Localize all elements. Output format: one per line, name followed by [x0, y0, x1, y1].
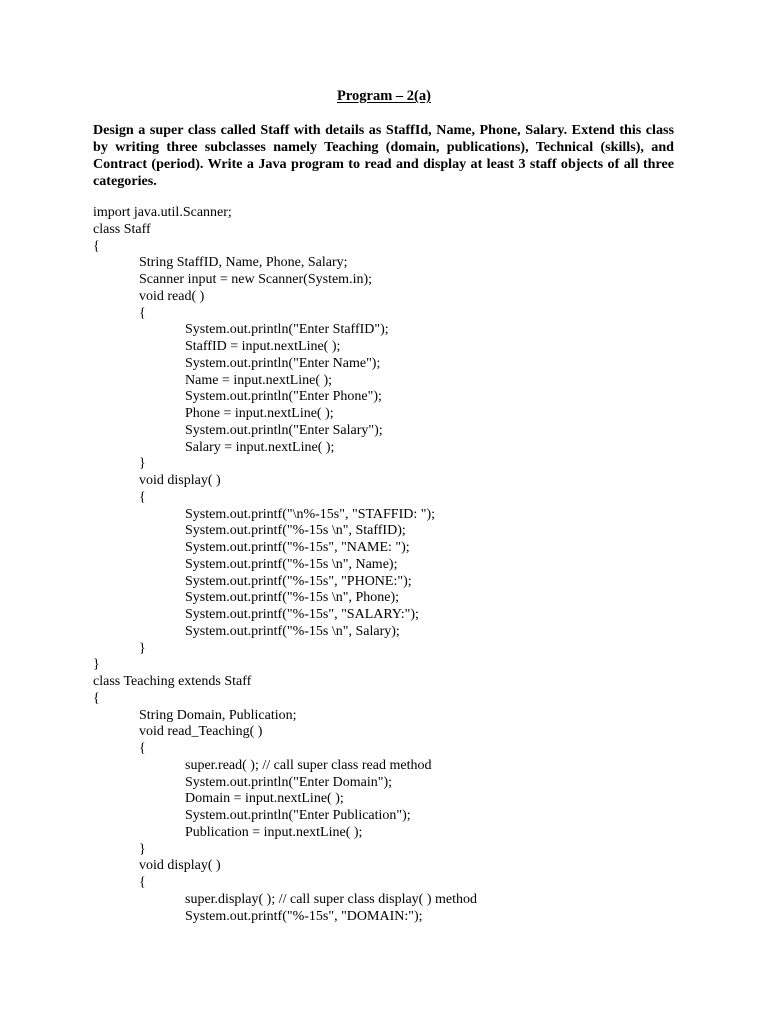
- code-line: System.out.println("Enter Phone");: [185, 389, 382, 405]
- code-line: {: [139, 741, 146, 756]
- code-line: void display( ): [139, 473, 221, 488]
- code-line: super.display( ); // call super class display( ) method: [185, 891, 477, 907]
- code-line: void read_Teaching( ): [139, 724, 263, 740]
- code-line: {: [139, 489, 146, 505]
- code-line: System.out.printf("%-15s", "PHONE:");: [185, 573, 412, 589]
- code-line: Salary = input.nextLine( );: [185, 439, 335, 455]
- code-line: }: [139, 640, 146, 656]
- page-title: Program – 2(a): [337, 88, 431, 104]
- code-line: {: [139, 305, 146, 321]
- code-line: Domain = input.nextLine( );: [185, 791, 344, 807]
- code-line: class Staff: [93, 221, 151, 237]
- question-text: Design a super class called Staff with details as StaffId, Name, Phone, Salary. Extend this class by writing three subclasses namely Teaching (domain, publications), Technical (skills), and Contract (period). Write a Java program to read and display at least 3 staff objects of all three categories.: [93, 122, 674, 189]
- code-line: import java.util.Scanner;: [93, 205, 232, 220]
- code-line: void display( ): [139, 858, 221, 874]
- code-line: System.out.printf("%-15s \n", Salary);: [185, 623, 400, 639]
- code-line: System.out.printf("%-15s \n", Name);: [185, 556, 398, 572]
- code-line: System.out.println("Enter Domain");: [185, 774, 393, 790]
- code-line: StaffID = input.nextLine( );: [185, 339, 341, 354]
- code-line: }: [139, 841, 146, 857]
- code-line: Publication = input.nextLine( );: [185, 824, 363, 840]
- code-line: {: [93, 238, 100, 254]
- code-line: {: [139, 875, 146, 890]
- code-line: System.out.println("Enter Publication");: [185, 808, 411, 823]
- code-line: void read( ): [139, 288, 205, 304]
- code-line: String StaffID, Name, Phone, Salary;: [139, 255, 348, 271]
- code-line: System.out.println("Enter StaffID");: [185, 322, 389, 338]
- code-line: System.out.printf("%-15s \n", StaffID);: [185, 523, 406, 539]
- code-line: System.out.printf("\n%-15s", "STAFFID: ");: [185, 506, 436, 522]
- code-line: super.read( ); // call super class read method: [185, 757, 432, 773]
- code-line: Scanner input = new Scanner(System.in);: [139, 272, 373, 287]
- code-line: class Teaching extends Staff: [93, 674, 252, 689]
- code-line: Name = input.nextLine( );: [185, 372, 333, 388]
- code-line: {: [93, 690, 100, 706]
- code-line: System.out.printf("%-15s", "DOMAIN:");: [185, 908, 423, 924]
- code-line: }: [139, 456, 146, 472]
- code-block: [93, 205, 693, 925]
- code-line: System.out.printf("%-15s", "NAME: ");: [185, 540, 410, 555]
- code-line: }: [93, 657, 100, 673]
- code-line: Phone = input.nextLine( );: [185, 406, 334, 421]
- code-line: String Domain, Publication;: [139, 707, 297, 723]
- code-line: System.out.println("Enter Name");: [185, 355, 381, 371]
- code-line: System.out.println("Enter Salary");: [185, 422, 383, 438]
- code-line: System.out.printf("%-15s \n", Phone);: [185, 590, 400, 606]
- code-line: System.out.printf("%-15s", "SALARY:");: [185, 607, 419, 622]
